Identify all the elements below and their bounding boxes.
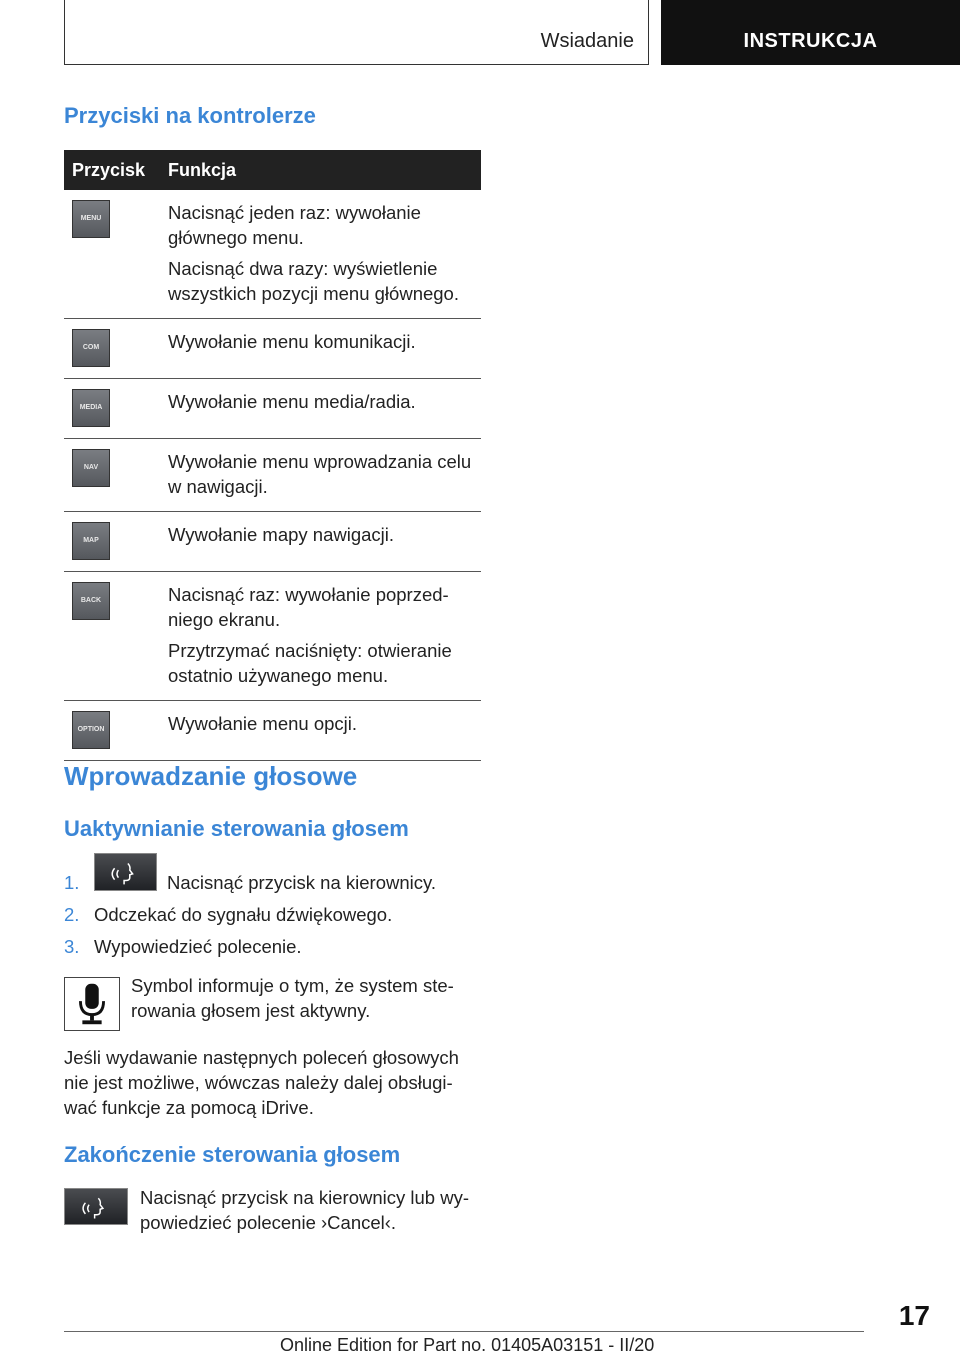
table-row	[64, 701, 481, 761]
col-function-header: Funkcja	[168, 160, 237, 180]
controller-table	[64, 150, 481, 761]
option-button-icon: OPTION	[72, 711, 110, 749]
step-1	[64, 872, 436, 894]
table-row	[64, 319, 481, 379]
function-line: Wywołanie menu komunikacji.	[168, 331, 416, 352]
microphone-icon	[64, 977, 120, 1031]
menu-button-icon: MENU	[72, 200, 110, 238]
com-button-icon: COM	[72, 329, 110, 367]
function-line: Wywołanie menu opcji.	[168, 713, 358, 734]
step-1-num: 1.	[64, 872, 80, 893]
row-function-text	[168, 512, 481, 559]
table-header	[64, 150, 481, 190]
footer-divider	[64, 1331, 864, 1332]
step-3-text: Wypowiedzieć polecenie.	[94, 936, 302, 957]
header-section-tab	[64, 0, 649, 65]
step-3-num: 3.	[64, 936, 80, 957]
function-line: Nacisnąć jeden raz: wywołanie głównego menu.	[168, 202, 421, 248]
voice-end-text: Nacisnąć przycisk na kierownicy lub wypowiedzieć polecenie ›Cancel‹.	[140, 1187, 470, 1233]
step-2	[64, 904, 392, 926]
voice-end-button-icon	[64, 1188, 128, 1225]
table-row	[64, 512, 481, 572]
row-function-text	[168, 701, 481, 748]
step-2-num: 2.	[64, 904, 80, 925]
voice-end-title: Zakończenie sterowania głosem	[64, 1142, 401, 1167]
fallback-note: Jeśli wydawanie następnych poleceń głosowych nie jest możliwe, wówczas należy dalej obsługiwać funkcje za pomocą iDrive.	[64, 1047, 459, 1118]
header-chapter-label: INSTRUKCJA	[743, 30, 878, 52]
step-2-text: Odczekać do sygnału dźwiękowego.	[94, 904, 393, 925]
table-row	[64, 572, 481, 701]
media-button-icon: MEDIA	[72, 389, 110, 427]
row-function-text	[168, 439, 481, 511]
row-function-text	[168, 190, 481, 318]
step-3	[64, 936, 302, 958]
function-line: Wywołanie mapy nawigacji.	[168, 524, 395, 545]
header-section-label: Wsiadanie	[540, 30, 634, 52]
controller-title: Przyciski na kontrolerze	[64, 103, 316, 128]
step-1-text: Nacisnąć przycisk na kierownicy.	[167, 872, 437, 893]
voice-title: Wprowadzanie głosowe	[64, 761, 358, 791]
footer-edition: Online Edition for Part no. 01405A03151 - II/20	[280, 1335, 655, 1355]
symbol-note: Symbol informuje o tym, że system sterowania głosem jest aktywny.	[131, 975, 454, 1021]
row-function-text	[168, 379, 481, 426]
map-button-icon: MAP	[72, 522, 110, 560]
table-row	[64, 379, 481, 439]
table-row	[64, 190, 481, 319]
function-line: Nacisnąć dwa razy: wyświetlenie wszystkich pozycji menu głównego.	[168, 258, 459, 304]
function-line: Wywołanie menu media/radia.	[168, 391, 416, 412]
table-row	[64, 439, 481, 512]
col-button-header: Przycisk	[72, 160, 146, 180]
voice-activate-title: Uaktywnianie sterowania głosem	[64, 816, 409, 841]
function-line: Nacisnąć raz: wywołanie poprzedniego ekranu.	[168, 584, 449, 630]
function-line: Przytrzymać naciśnięty: otwieranie ostatnio używanego menu.	[168, 640, 452, 686]
header-chapter-tab	[661, 0, 960, 65]
page-number: 17	[898, 1300, 930, 1331]
row-function-text	[168, 319, 481, 366]
row-function-text	[168, 572, 481, 700]
function-line: Wywołanie menu wprowadzania celu w nawigacji.	[168, 451, 472, 497]
back-button-icon: BACK	[72, 582, 110, 620]
nav-button-icon: NAV	[72, 449, 110, 487]
